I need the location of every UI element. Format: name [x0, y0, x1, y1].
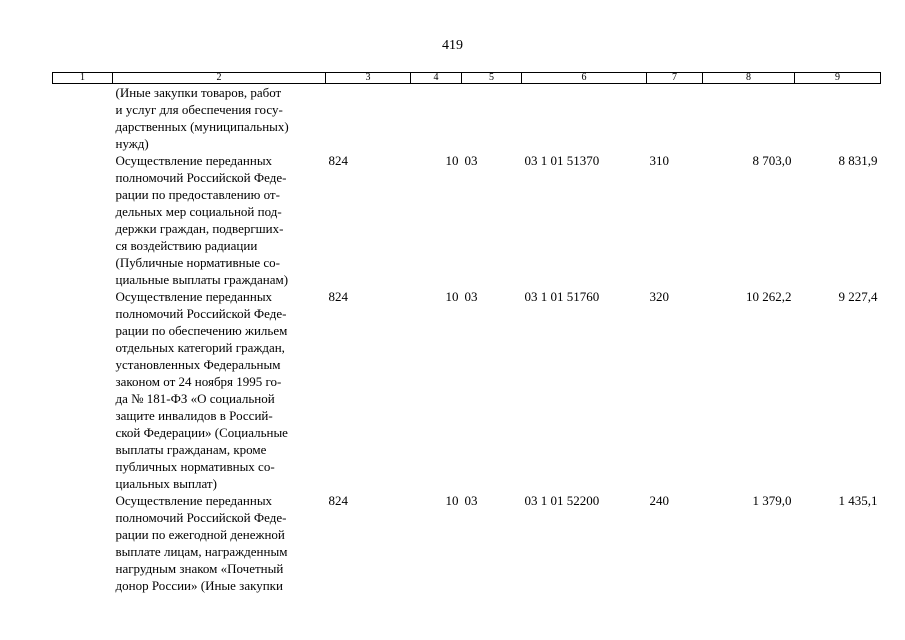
cell-vr: 320 [649, 289, 669, 304]
column-number-row [53, 73, 881, 84]
cell-empty [53, 492, 113, 594]
cell-csr: 03 1 01 51370 [524, 153, 600, 168]
cell-name-line: циальные выплаты гражданам) [115, 272, 289, 287]
cell-ved [326, 84, 411, 153]
cell-name-line: Осуществление переданных [115, 493, 273, 508]
cell-name-line: отдельных категорий граждан, [115, 340, 285, 355]
cell-pr: 03 [464, 289, 478, 304]
cell-sum-1: 1 379,0 [752, 493, 792, 508]
cell-name-line: Осуществление переданных [115, 289, 273, 304]
cell-sum-1: 8 703,0 [752, 153, 792, 168]
col-header-9: 9 [795, 73, 881, 84]
cell-empty [53, 84, 113, 153]
table-body [53, 84, 881, 595]
cell-sum-2: 8 831,9 [838, 153, 878, 168]
cell-csr: 03 1 01 51760 [524, 289, 600, 304]
cell-ved: 824 [328, 493, 348, 508]
cell-name-line: рации по предоставлению от- [115, 187, 280, 202]
cell-name-line: выплаты гражданам, кроме [115, 442, 267, 457]
cell-name-line: и услуг для обеспечения госу- [115, 102, 283, 117]
cell-name-line: выплате лицам, награжденным [115, 544, 288, 559]
cell-name [113, 492, 326, 594]
cell-vr: 310 [649, 153, 669, 168]
cell-empty [53, 152, 113, 288]
col-header-3: 3 [326, 73, 411, 84]
cell-name-line: да № 181-ФЗ «О социальной [115, 391, 275, 406]
col-header-4: 4 [411, 73, 462, 84]
cell-rz [411, 84, 462, 153]
cell-ved: 824 [328, 289, 348, 304]
cell-sum-2: 9 227,4 [838, 289, 878, 304]
col-header-6: 6 [522, 73, 647, 84]
cell-csr [522, 84, 647, 153]
cell-name-line: рации по обеспечению жильем [115, 323, 288, 338]
cell-name-line: полномочий Российской Феде- [115, 170, 287, 185]
cell-name-line: (Публичные нормативные со- [115, 255, 280, 270]
col-header-1: 1 [53, 73, 113, 84]
cell-name [113, 84, 326, 153]
cell-name-line: нагрудным знаком «Почетный [115, 561, 284, 576]
cell-name-line: (Иные закупки товаров, работ [115, 85, 282, 100]
cell-rz: 10 [445, 289, 459, 304]
table-row [53, 288, 881, 492]
cell-sum-2: 1 435,1 [838, 493, 878, 508]
col-header-8: 8 [703, 73, 795, 84]
cell-rz: 10 [445, 153, 459, 168]
cell-pr: 03 [464, 493, 478, 508]
cell-name-line: дельных мер социальной под- [115, 204, 282, 219]
cell-empty [53, 288, 113, 492]
cell-name-line: циальных выплат) [115, 476, 217, 491]
cell-name-line: нужд) [115, 136, 149, 151]
cell-name-line: ся воздействию радиации [115, 238, 258, 253]
cell-sum-1 [703, 84, 795, 153]
col-header-7: 7 [647, 73, 703, 84]
table-row [53, 152, 881, 288]
cell-name-line: донор России» (Иные закупки [115, 578, 283, 593]
cell-pr: 03 [464, 153, 478, 168]
table-row [53, 84, 881, 153]
cell-name-line: полномочий Российской Феде- [115, 306, 287, 321]
cell-name-line: установленных Федеральным [115, 357, 281, 372]
cell-sum-1: 10 262,2 [746, 289, 792, 304]
cell-name [113, 152, 326, 288]
cell-csr: 03 1 01 52200 [524, 493, 600, 508]
cell-name-line: держки граждан, подвергших- [115, 221, 284, 236]
cell-name-line: публичных нормативных со- [115, 459, 275, 474]
cell-name-line: ской Федерации» (Социальные [115, 425, 288, 440]
cell-ved: 824 [328, 153, 348, 168]
budget-table [52, 72, 881, 594]
col-header-2: 2 [113, 73, 326, 84]
cell-name-line: рации по ежегодной денежной [115, 527, 285, 542]
cell-vr: 240 [649, 493, 669, 508]
cell-name-line: защите инвалидов в Россий- [115, 408, 273, 423]
cell-rz: 10 [445, 493, 459, 508]
cell-vr [647, 84, 703, 153]
cell-name-line: законом от 24 ноября 1995 го- [115, 374, 282, 389]
cell-name-line: полномочий Российской Феде- [115, 510, 287, 525]
col-header-5: 5 [462, 73, 522, 84]
cell-name [113, 288, 326, 492]
cell-name-line: Осуществление переданных [115, 153, 273, 168]
cell-pr [462, 84, 522, 153]
cell-sum-2 [795, 84, 881, 153]
page-number: 419 [442, 38, 463, 53]
table-row [53, 492, 881, 594]
cell-name-line: дарственных (муниципальных) [115, 119, 289, 134]
